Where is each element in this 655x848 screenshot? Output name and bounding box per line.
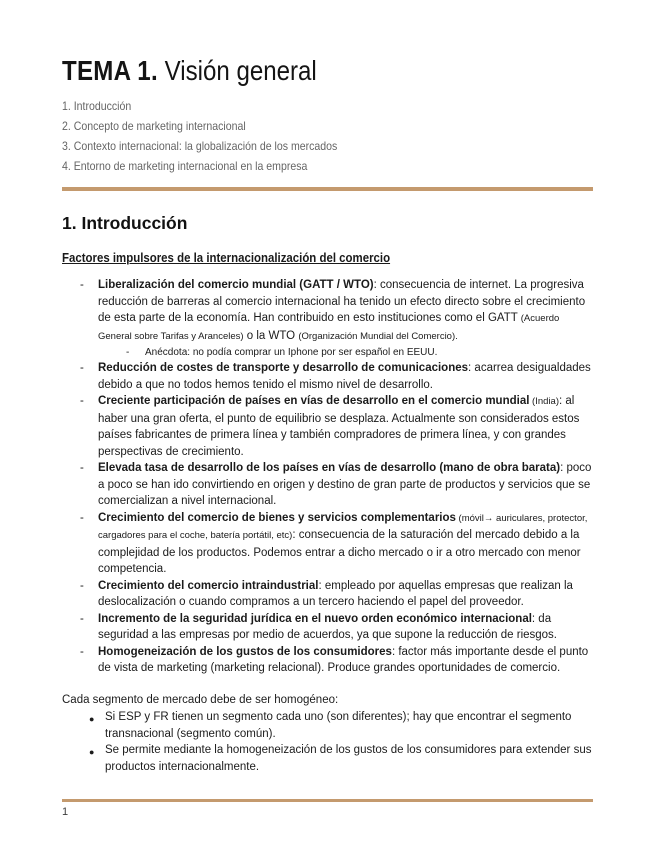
section-divider [62, 187, 593, 191]
subheading-underlined: Factores impulsores de la internacionalización del comercio [62, 250, 391, 265]
paragraph: Cada segmento de mercado debe de ser homogéneo: [62, 693, 339, 706]
item-small-text: (Organización Mundial del Comercio). [298, 330, 458, 342]
list-item [62, 393, 593, 460]
dash-bullet: - [80, 462, 84, 474]
section-heading: 1. Introducción [62, 213, 188, 233]
dash-bullet: - [80, 612, 84, 625]
list-item [62, 360, 593, 393]
bullet-text: Si ESP y FR tienen un segmento cada uno (son diferentes); hay que encontrar el segmento transnacional (segmento común). [105, 711, 572, 740]
sub-item-text: Anécdota: no podía comprar un Iphone por ser español en EEUU. [145, 347, 438, 358]
dash-bullet: - [80, 511, 84, 524]
bullet-list [62, 709, 593, 775]
item-text: : factor más importante desde el punto de vista de marketing (marketing relacional). Produce grandes oportunidades de comercio. [98, 645, 589, 674]
list-item [62, 644, 593, 677]
dash-bullet: - [80, 362, 84, 374]
toc-item-entorno: 4. Entorno de marketing internacional en la empresa [62, 159, 308, 173]
dash-bullet: - [80, 395, 84, 407]
item-bold-lead: Elevada tasa de desarrollo de los países en vías de desarrollo (mano de obra barata) [98, 462, 561, 474]
table-of-contents [62, 96, 593, 176]
item-text: : acarrea desigualdades debido a que no todos hemos tenido el mismo nivel de desarrollo. [98, 362, 591, 391]
bullet-item [62, 709, 593, 742]
dot-bullet: ● [89, 714, 95, 724]
dash-bullet: - [80, 645, 84, 658]
dash-bullet: - [80, 279, 84, 291]
factors-list [62, 277, 593, 677]
item-text: : consecuencia de la saturación del mercado debido a la complejidad de los productos. Podemos entrar a dicho mercado o ir a otro mercado con menor competencia. [98, 529, 581, 575]
footer-divider [62, 799, 593, 802]
item-text: : empleado por aquellas empresas que realizan la deslocalización o cuando compramos a un tercero haciendo el papel del proveedor. [98, 579, 573, 608]
toc-item-contexto: 3. Contexto internacional: la globalización de los mercados [62, 139, 338, 153]
item-text: : consecuencia de internet. La progresiva reducción de barreras al comercio internacional ha tenido un efecto directo sobre el crecimiento de esta parte de la economía. Han contribuido en esto instituciones como el GATT [98, 279, 586, 324]
dot-bullet: ● [89, 747, 95, 757]
item-small-text: (India) [529, 396, 559, 407]
item-small-text: (Acuerdo General sobre Tarifas y Aranceles) [98, 313, 560, 342]
item-bold-lead: Crecimiento del comercio intraindustrial [98, 579, 319, 592]
item-bold-lead: Incremento de la seguridad jurídica en el nuevo orden económico internacional [98, 612, 532, 625]
list-item [62, 277, 593, 360]
title-regular: Visión general [157, 55, 317, 86]
item-text: : poco a poco se han ido convirtiendo en origen y destino de gran parte de productos y servicios que se comercializan a nivel internacional. [98, 462, 592, 507]
page-number: 1 [62, 806, 69, 818]
item-bold-lead: Crecimiento del comercio de bienes y servicios complementarios [98, 511, 456, 524]
item-bold-lead: Creciente participación de países en vías de desarrollo en el comercio mundial [98, 395, 530, 407]
document-title [62, 54, 519, 88]
bullet-text: Se permite mediante la homogeneización de los gustos de los consumidores para extender sus productos internacionalmente. [105, 744, 592, 773]
dash-bullet: - [80, 579, 84, 592]
list-item [62, 460, 593, 510]
item-small-text: (móvil→ auriculares, protector, cargadores para el coche, batería portátil, etc) [98, 512, 588, 541]
item-bold-lead: Reducción de costes de transporte y desarrollo de comunicaciones [98, 362, 469, 374]
toc-item-concepto: 2. Concepto de marketing internacional [62, 119, 246, 133]
item-bold-lead: Homogeneización de los gustos de los consumidores [98, 645, 392, 658]
toc-item-introduccion: 1. Introducción [62, 99, 132, 113]
sub-list-item [98, 345, 593, 360]
dash-bullet: - [126, 347, 130, 358]
item-bold-lead: Liberalización del comercio mundial (GATT / WTO) [98, 279, 374, 291]
item-text: : al haber una gran oferta, el punto de equilibrio se desplaza. Actualmente son considerados estos países fabricantes de primera línea y también compradores de primera línea, y con grandes perspectivas de crecimiento. [98, 395, 580, 458]
bullet-item [62, 742, 593, 775]
list-item [62, 578, 593, 611]
item-text: : da seguridad a las empresas por medio de acuerdos, ya que supone la reducción de riesgos. [98, 612, 558, 641]
list-item [62, 611, 593, 644]
list-item [62, 510, 593, 578]
item-text: o la WTO [243, 329, 299, 342]
title-bold: TEMA 1. [62, 55, 158, 86]
